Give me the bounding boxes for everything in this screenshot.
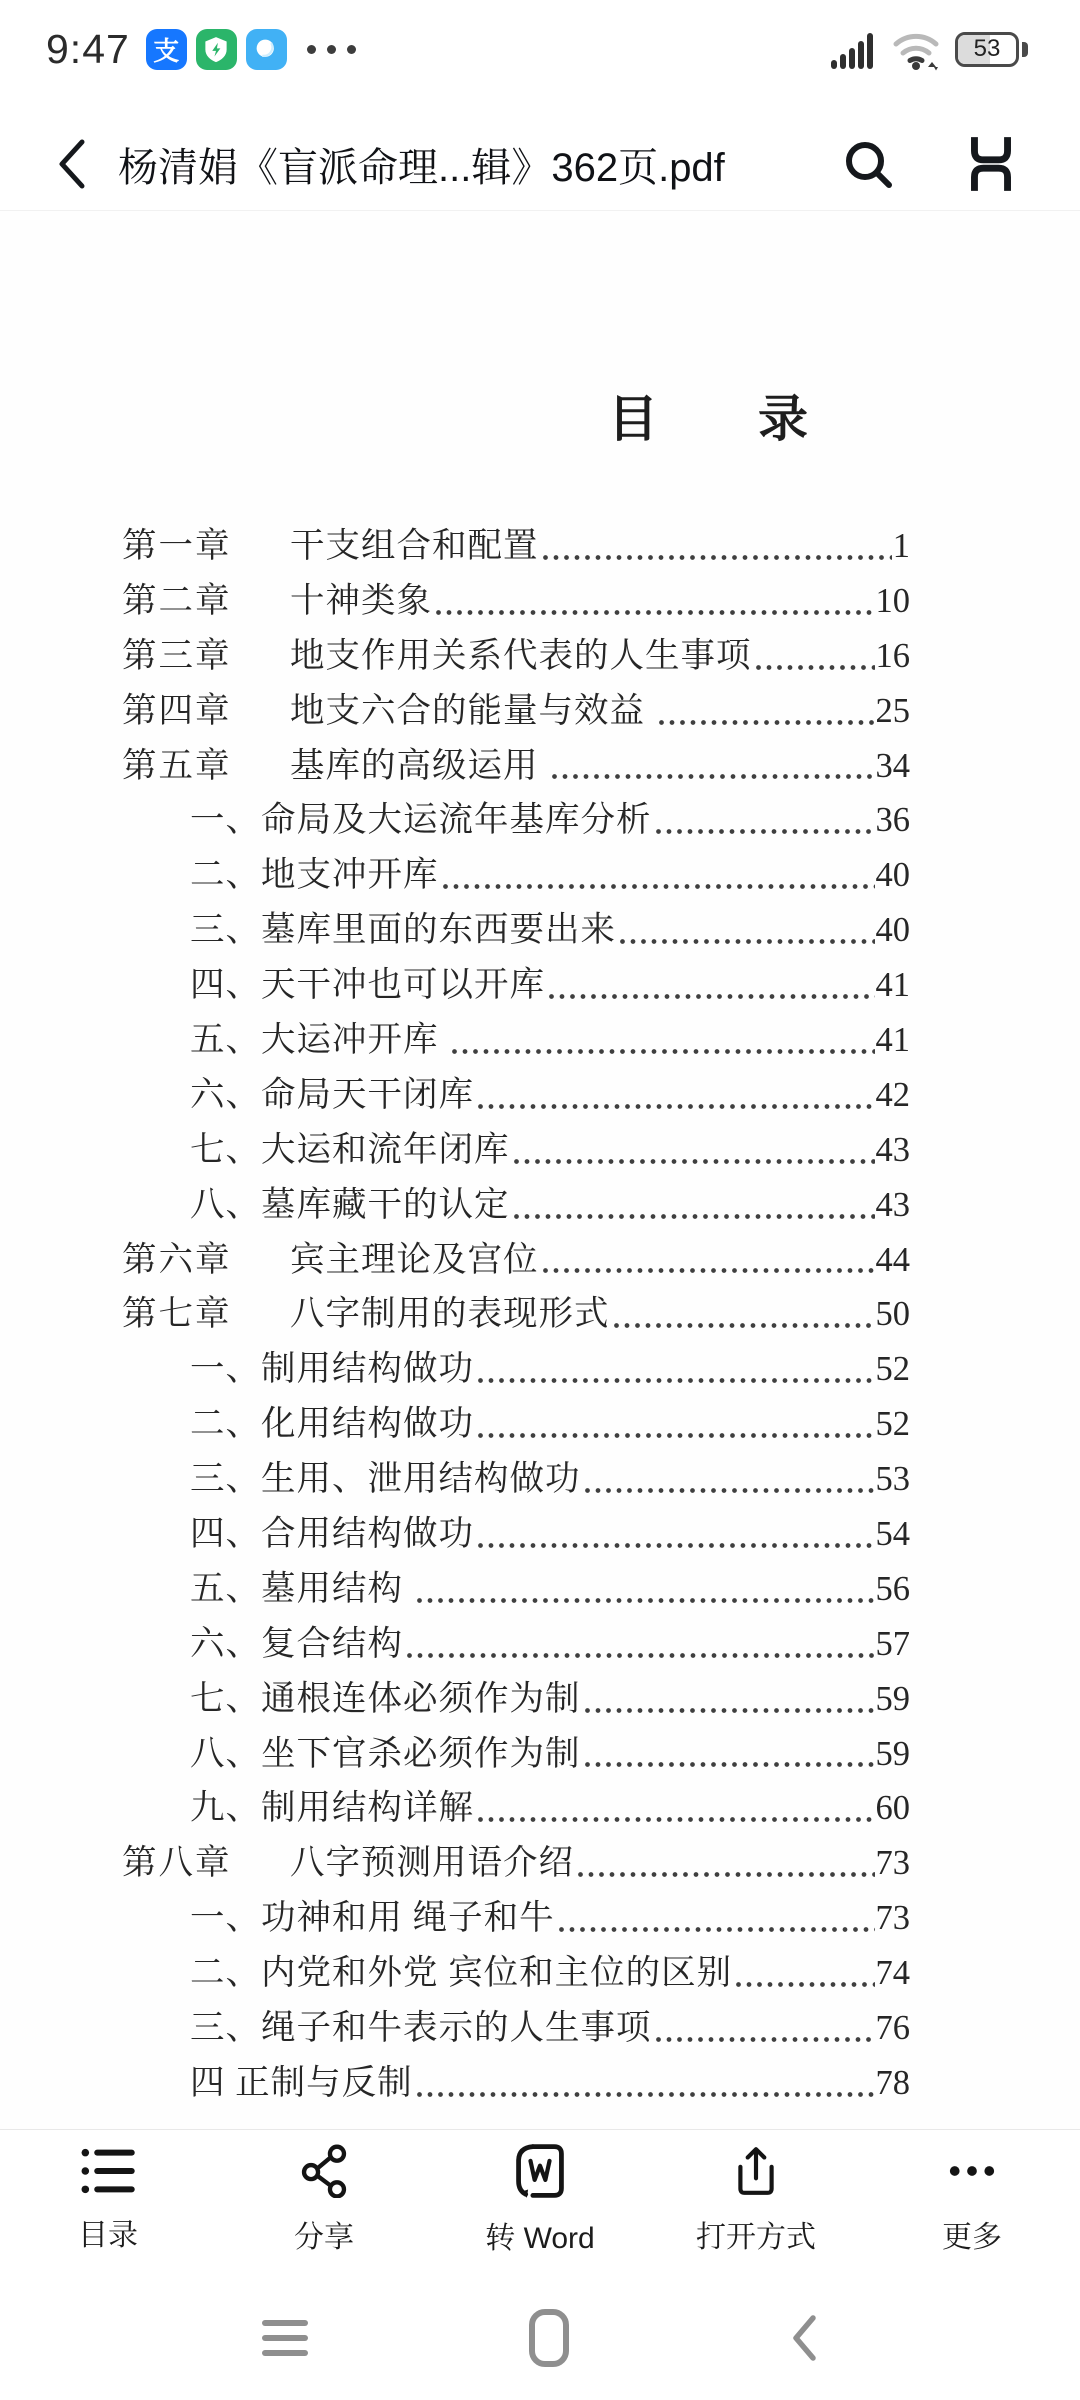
toc-entry-title: 七、通根连体必须作为制 xyxy=(190,1679,581,1718)
toolbar-label: 分享 xyxy=(294,2221,354,2254)
dot-leader xyxy=(514,1214,875,1220)
toc-row-item[interactable] xyxy=(122,1397,910,1452)
dot-leader xyxy=(756,665,875,671)
toc-page-number: 40 xyxy=(875,856,910,895)
toc-page-number: 10 xyxy=(875,581,910,620)
toc-page-number: 73 xyxy=(875,1899,910,1938)
status-bar xyxy=(0,0,1080,98)
toc-page-number: 73 xyxy=(875,1844,910,1883)
toc-row-item[interactable] xyxy=(122,1727,910,1782)
toc-chapter-label: 第七章 xyxy=(122,1295,232,1334)
status-time: 9:47 xyxy=(46,25,130,72)
toc-row-item[interactable] xyxy=(122,1068,910,1123)
toc-row-chapter[interactable] xyxy=(122,1233,910,1288)
toc-page-number: 34 xyxy=(875,746,910,785)
reader-header xyxy=(0,118,1080,210)
toc-page-number: 52 xyxy=(875,1350,910,1389)
dot-leader xyxy=(659,720,875,726)
toc-row-item[interactable] xyxy=(122,1013,910,1068)
notification-icons xyxy=(146,29,287,70)
dot-leader xyxy=(585,1708,875,1714)
dot-leader xyxy=(585,1762,875,1768)
toolbar-convert-word-button[interactable] xyxy=(432,2130,648,2270)
dot-leader xyxy=(552,774,874,780)
toc-chapter-label: 第六章 xyxy=(122,1240,232,1279)
toc-chapter-label: 第二章 xyxy=(122,581,232,620)
dot-leader xyxy=(585,1488,875,1494)
open-with-icon xyxy=(730,2144,782,2198)
toolbar-label: 打开方式 xyxy=(696,2221,816,2254)
dot-leader xyxy=(452,1049,874,1055)
toc-page-number: 44 xyxy=(875,1240,910,1279)
toc-entry-title: 二、内党和外党 宾位和主位的区别 xyxy=(190,1954,733,1993)
toc-entry-title: 十神类象 xyxy=(290,581,432,620)
toc-entry-title: 五、墓用结构 xyxy=(190,1569,413,1608)
dot-leader xyxy=(578,1872,875,1878)
toc-page-number: 78 xyxy=(875,2063,910,2102)
toc-row-chapter[interactable] xyxy=(122,739,910,794)
toc-row-chapter[interactable] xyxy=(122,574,910,629)
toc-row-item[interactable] xyxy=(122,958,910,1013)
toc-entry-title: 三、生用、泄用结构做功 xyxy=(190,1460,581,1499)
dot-leader xyxy=(543,555,892,561)
toc-entry-title: 五、大运冲开库 xyxy=(190,1021,449,1060)
security-shield-icon xyxy=(196,29,237,70)
toc-page-number: 50 xyxy=(875,1295,910,1334)
toc-page-number: 43 xyxy=(875,1130,910,1169)
dot-leader xyxy=(478,1378,875,1384)
dot-leader xyxy=(514,1159,875,1165)
dot-leader xyxy=(407,1653,875,1659)
dot-leader xyxy=(436,610,875,616)
toc-page-number: 43 xyxy=(875,1185,910,1224)
toc-page-number: 16 xyxy=(875,636,910,675)
toolbar-label: 目录 xyxy=(78,2219,138,2252)
toc-entry-title: 四、天干冲也可以开库 xyxy=(190,966,545,1005)
dot-leader xyxy=(559,1927,875,1933)
recents-button[interactable] xyxy=(262,2317,308,2359)
nav-back-button[interactable] xyxy=(790,2314,818,2362)
toc-entry-title: 六、复合结构 xyxy=(190,1624,403,1663)
toc-entry-title: 三、绳子和牛表示的人生事项 xyxy=(190,2009,652,2048)
android-nav-bar xyxy=(0,2276,1080,2400)
toc-entry-title: 八字预测用语介绍 xyxy=(290,1844,574,1883)
toc-chapter-label: 第八章 xyxy=(122,1844,232,1883)
toc-row-item[interactable] xyxy=(122,2056,910,2111)
toc-entry-title: 宾主理论及宫位 xyxy=(290,1240,539,1279)
dot-leader xyxy=(656,829,875,835)
toc-chapter-label: 第四章 xyxy=(122,691,232,730)
toc-list-icon xyxy=(81,2146,135,2196)
reader-app-logo-icon[interactable] xyxy=(956,133,1026,195)
toc-page-number: 59 xyxy=(875,1679,910,1718)
toc-page-number: 53 xyxy=(875,1460,910,1499)
toc-page-number: 52 xyxy=(875,1405,910,1444)
toc-page-number: 54 xyxy=(875,1515,910,1554)
back-button[interactable] xyxy=(54,135,88,193)
share-icon xyxy=(297,2144,351,2198)
dot-leader xyxy=(736,1982,874,1988)
dot-leader xyxy=(614,1323,875,1329)
toolbar-open-with-button[interactable] xyxy=(648,2130,864,2270)
toc-page-number: 25 xyxy=(875,691,910,730)
toolbar-toc-button[interactable] xyxy=(0,2130,216,2270)
dot-leader xyxy=(478,1543,875,1549)
more-dots-icon xyxy=(945,2144,999,2198)
battery-percent: 53 xyxy=(973,35,1001,62)
toc-row-item[interactable] xyxy=(122,1781,910,1836)
toc-entry-title: 八、坐下官杀必须作为制 xyxy=(190,1734,581,1773)
toc-row-chapter[interactable] xyxy=(122,519,910,574)
toc-row-item[interactable] xyxy=(122,903,910,958)
toc-entry-title: 基库的高级运用 xyxy=(290,746,549,785)
dot-leader xyxy=(478,1104,875,1110)
toc-page-number: 36 xyxy=(875,801,910,840)
dot-leader xyxy=(443,884,875,890)
toc-row-item[interactable] xyxy=(122,848,910,903)
toc-entry-title: 二、化用结构做功 xyxy=(190,1405,474,1444)
dot-leader xyxy=(620,939,875,945)
toc-page-number: 56 xyxy=(875,1569,910,1608)
toc-entry-title: 一、命局及大运流年基库分析 xyxy=(190,801,652,840)
toc-row-item[interactable] xyxy=(122,1342,910,1397)
search-icon[interactable] xyxy=(840,136,896,192)
toc-page-number: 57 xyxy=(875,1624,910,1663)
toc-page-number: 59 xyxy=(875,1734,910,1773)
toc-entry-title: 一、制用结构做功 xyxy=(190,1350,474,1389)
bottom-toolbar xyxy=(0,2130,1080,2270)
toc-entry-title: 八字制用的表现形式 xyxy=(290,1295,610,1334)
dot-leader xyxy=(417,2092,875,2098)
file-title: 杨清娟《盲派命理...辑》362页.pdf xyxy=(118,145,725,190)
toc-entry-title: 四、合用结构做功 xyxy=(190,1515,474,1554)
toc-row-item[interactable] xyxy=(122,1507,910,1562)
toc-chapter-label: 第一章 xyxy=(122,527,232,565)
pdf-page[interactable] xyxy=(0,210,1080,2131)
toc-entry-title: 八、墓库藏干的认定 xyxy=(190,1185,510,1224)
toc-page-number: 74 xyxy=(875,1954,910,1993)
browser-icon xyxy=(246,29,287,70)
toc-entry-title: 地支六合的能量与效益 xyxy=(290,691,655,730)
dot-leader xyxy=(478,1433,875,1439)
toc-row-item[interactable] xyxy=(122,793,910,848)
toc-row-item[interactable] xyxy=(122,1891,910,1946)
toc-entry-title: 四 正制与反制 xyxy=(190,2063,413,2102)
toc-row-item[interactable] xyxy=(122,1562,910,1617)
toc-list xyxy=(122,519,910,2111)
toc-page-number: 40 xyxy=(875,911,910,950)
toc-row-item[interactable] xyxy=(122,1123,910,1178)
alipay-icon: 支 xyxy=(146,29,187,70)
toc-row-item[interactable] xyxy=(122,1452,910,1507)
toc-entry-title: 二、地支冲开库 xyxy=(190,856,439,895)
dot-leader xyxy=(543,1268,875,1274)
status-right-cluster xyxy=(831,27,1028,71)
dot-leader xyxy=(656,2037,875,2043)
toc-row-chapter[interactable] xyxy=(122,629,910,684)
wifi-icon xyxy=(891,27,941,71)
toc-page-number: 1 xyxy=(892,527,910,565)
toc-page-number: 42 xyxy=(875,1075,910,1114)
cellular-signal-icon xyxy=(831,29,877,69)
toc-heading: 目 录 xyxy=(608,391,808,447)
toc-page-number: 76 xyxy=(875,2009,910,2048)
toc-row-chapter[interactable] xyxy=(122,1287,910,1342)
toolbar-share-button[interactable] xyxy=(216,2130,432,2270)
battery-indicator xyxy=(955,32,1028,67)
toolbar-label: 转 Word xyxy=(485,2222,595,2255)
toc-chapter-label: 第三章 xyxy=(122,636,232,675)
more-notifications-dots xyxy=(307,45,356,54)
toc-entry-title: 九、制用结构详解 xyxy=(190,1789,474,1828)
toc-page-number: 41 xyxy=(875,1021,910,1060)
toc-row-item[interactable] xyxy=(122,1178,910,1233)
toc-page-number: 60 xyxy=(875,1789,910,1828)
toc-entry-title: 三、墓库里面的东西要出来 xyxy=(190,911,616,950)
dot-leader xyxy=(549,994,875,1000)
home-button[interactable] xyxy=(529,2309,569,2367)
toc-entry-title: 一、功神和用 绳子和牛 xyxy=(190,1899,555,1938)
toc-page-number: 41 xyxy=(875,966,910,1005)
dot-leader xyxy=(478,1817,875,1823)
toc-chapter-label: 第五章 xyxy=(122,746,232,785)
toc-entry-title: 七、大运和流年闭库 xyxy=(190,1130,510,1169)
toolbar-label: 更多 xyxy=(942,2221,1002,2254)
toc-row-item[interactable] xyxy=(122,2001,910,2056)
toc-row-item[interactable] xyxy=(122,1946,910,2001)
toc-row-chapter[interactable] xyxy=(122,684,910,739)
toc-entry-title: 地支作用关系代表的人生事项 xyxy=(290,636,752,675)
dot-leader xyxy=(417,1598,875,1604)
toc-row-item[interactable] xyxy=(122,1617,910,1672)
toc-row-chapter[interactable] xyxy=(122,1836,910,1891)
convert-word-icon xyxy=(515,2143,565,2199)
toc-row-item[interactable] xyxy=(122,1672,910,1727)
toolbar-more-button[interactable] xyxy=(864,2130,1080,2270)
toc-entry-title: 六、命局天干闭库 xyxy=(190,1075,474,1114)
toc-entry-title: 干支组合和配置 xyxy=(290,527,539,565)
